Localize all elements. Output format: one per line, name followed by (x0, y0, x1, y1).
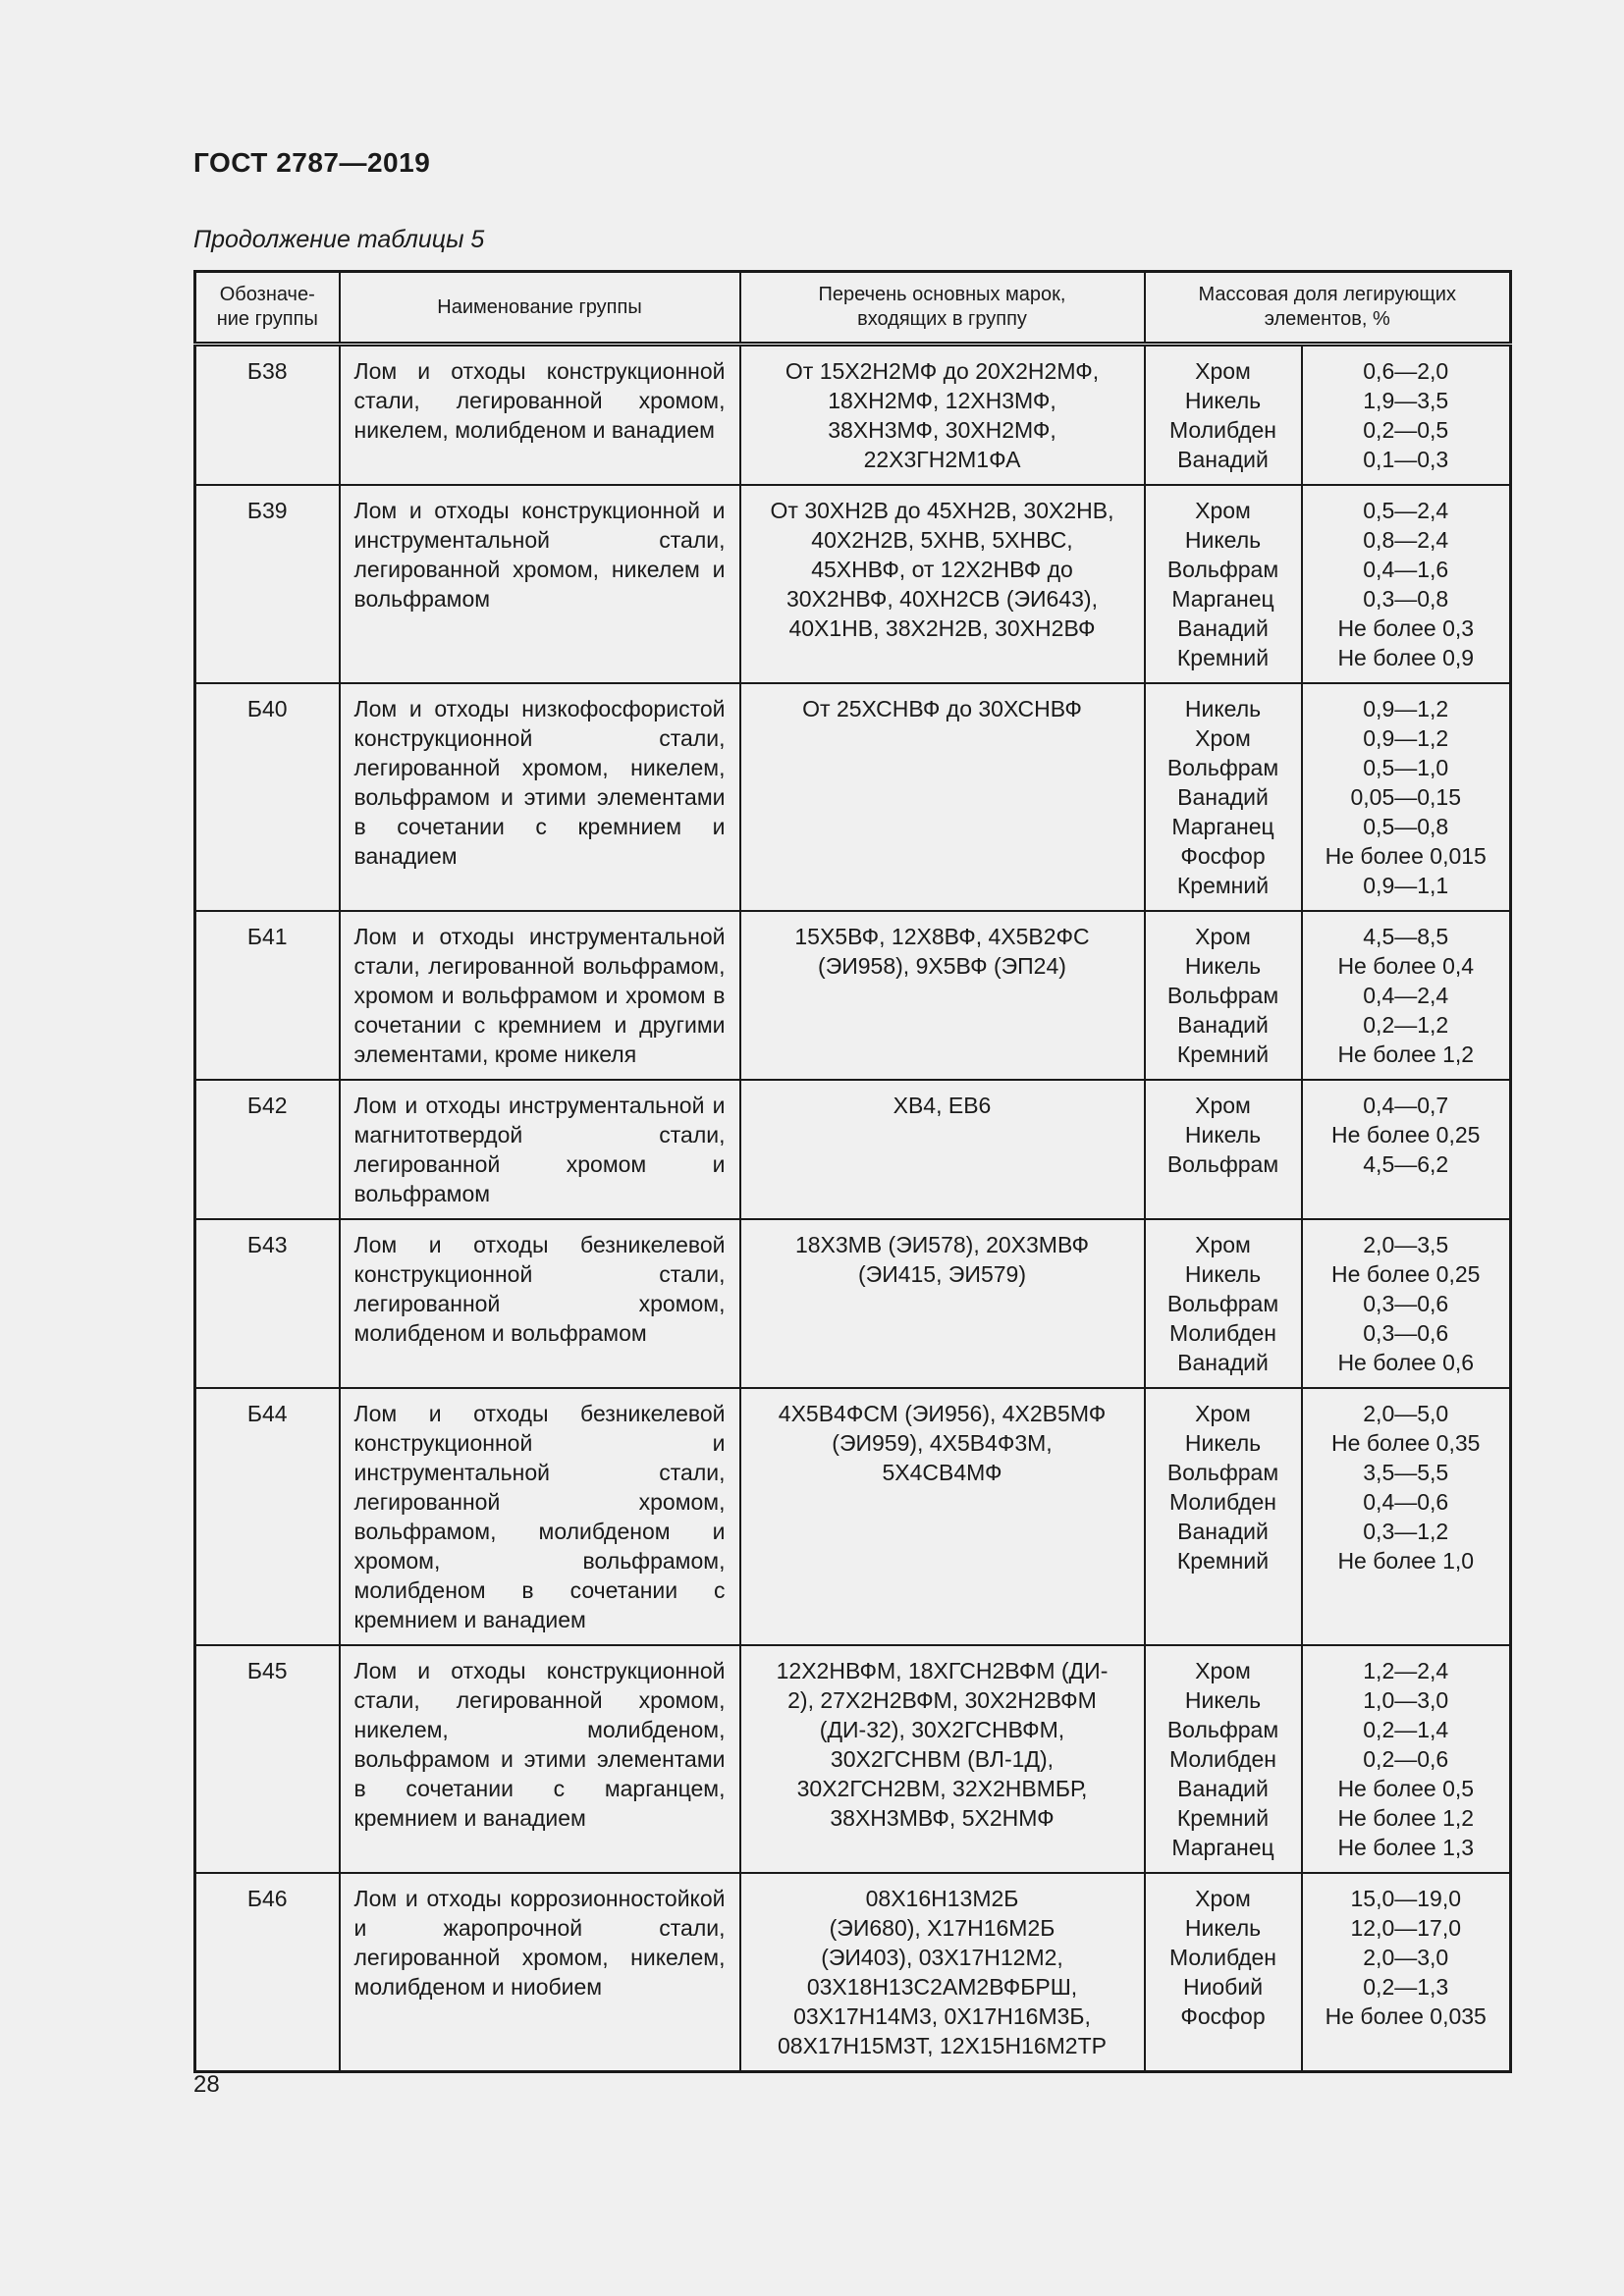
text-line: Ванадий (1177, 1519, 1269, 1544)
text-line: (ДИ-32), 30Х2ГСНВФМ, (819, 1717, 1065, 1742)
group-code-cell: Б44 (195, 1388, 340, 1645)
text-line: Кремний (1176, 1041, 1270, 1067)
text-line: 2), 27Х2Н2ВФМ, 30Х2Н2ВФМ (787, 1687, 1097, 1713)
alloy-groups-table (193, 270, 1512, 2073)
text-line: Ванадий (1177, 1350, 1269, 1375)
text-line: 2,0—5,0 (1363, 1401, 1449, 1426)
steel-grades-cell (740, 1388, 1145, 1645)
alloy-elements-cell (1145, 1388, 1302, 1645)
steel-grades-cell (740, 683, 1145, 911)
table-header-row (195, 272, 1511, 345)
group-name-cell: Лом и отходы инструментальной и магнитотвердой стали, легированной хромом и вольфрамом (340, 1080, 740, 1219)
text-line: 0,2—0,6 (1363, 1746, 1449, 1772)
mass-fraction-values-cell (1302, 683, 1511, 911)
text-line: Хром (1195, 498, 1251, 523)
text-line: Фосфор (1180, 2003, 1266, 2029)
text-line: 08Х17Н15М3Т, 12Х15Н16М2ТР (778, 2033, 1107, 2058)
text-line: Никель (1184, 527, 1262, 553)
text-line: Не более 0,3 (1337, 615, 1475, 641)
text-line: Не более 0,25 (1331, 1261, 1481, 1287)
text-line: Кремний (1176, 645, 1270, 670)
group-name-cell: Лом и отходы конструкционной и инструментальной стали, легированной хромом, никелем и вольфрамом (340, 485, 740, 683)
table-row (195, 345, 1511, 486)
text-line: Марганец (1171, 814, 1274, 839)
text-line: Вольфрам (1166, 755, 1279, 780)
text-line: Не более 1,2 (1337, 1805, 1475, 1831)
group-code-cell: Б40 (195, 683, 340, 911)
mass-fraction-values-cell (1302, 1645, 1511, 1873)
text-line: Никель (1184, 1915, 1262, 1941)
table-row (195, 1219, 1511, 1388)
mass-fraction-values-cell (1302, 1080, 1511, 1219)
group-name-cell: Лом и отходы коррозионностойкой и жаропрочной стали, легированной хромом, никелем, молибденом и ниобием (340, 1873, 740, 2072)
text-line: Не более 0,6 (1337, 1350, 1475, 1375)
text-line: Хром (1195, 924, 1251, 949)
text-line: 03Х17Н14М3, 0Х17Н16М3Б, (793, 2003, 1091, 2029)
text-line: входящих в группу (857, 308, 1027, 330)
text-line: Ниобий (1182, 1974, 1264, 2000)
text-line: От 25ХСНВФ до 30ХСНВФ (802, 696, 1082, 721)
text-line: Никель (1184, 1687, 1262, 1713)
table-row (195, 911, 1511, 1080)
group-code-cell: Б45 (195, 1645, 340, 1873)
text-line: 03Х18Н13С2АМ2ВФБРШ, (806, 1974, 1078, 2000)
text-line: 1,9—3,5 (1363, 388, 1449, 413)
text-line: 0,9—1,1 (1363, 873, 1449, 898)
text-line: 4,5—6,2 (1363, 1151, 1449, 1177)
text-line: 0,4—0,6 (1363, 1489, 1449, 1515)
text-line: Не более 0,4 (1337, 953, 1475, 979)
text-line: Молибден (1168, 1945, 1277, 1970)
alloy-elements-cell (1145, 1873, 1302, 2072)
text-line: Никель (1184, 953, 1262, 979)
text-line: От 15Х2Н2МФ до 20Х2Н2МФ, (785, 358, 1100, 384)
group-code-cell: Б38 (195, 345, 340, 486)
alloy-elements-cell (1145, 911, 1302, 1080)
group-name-cell: Лом и отходы безникелевой конструкционной и инструментальной стали, легированной хромом, вольфрамом, молибденом и хромом, вольфрамом, молибденом в сочетании с кремнием и ванадием (340, 1388, 740, 1645)
text-line: 0,2—1,2 (1363, 1012, 1449, 1038)
text-line: 0,9—1,2 (1363, 696, 1449, 721)
text-line: 30Х2ГСНВМ (ВЛ-1Д), (830, 1746, 1055, 1772)
text-line: Молибден (1168, 417, 1277, 443)
text-line: 1,0—3,0 (1363, 1687, 1449, 1713)
text-line: (ЭИ680), Х17Н16М2Б (829, 1915, 1056, 1941)
document-title: ГОСТ 2787—2019 (193, 147, 431, 178)
group-code-cell: Б46 (195, 1873, 340, 2072)
text-line: элементов, % (1264, 308, 1390, 330)
steel-grades-cell (740, 1873, 1145, 2072)
mass-fraction-values-cell (1302, 485, 1511, 683)
text-line: Не более 1,3 (1337, 1835, 1475, 1860)
text-line: 0,05—0,15 (1350, 784, 1462, 810)
table-row (195, 1080, 1511, 1219)
text-line: 0,5—2,4 (1363, 498, 1449, 523)
header-steel-grades (740, 272, 1145, 345)
text-line: Не более 0,9 (1337, 645, 1475, 670)
text-line: Никель (1184, 1122, 1262, 1148)
text-line: 0,3—0,6 (1363, 1320, 1449, 1346)
text-line: ние группы (216, 308, 318, 330)
text-line: ХВ4, ЕВ6 (893, 1093, 992, 1118)
text-line: 0,4—2,4 (1363, 983, 1449, 1008)
text-line: Молибден (1168, 1746, 1277, 1772)
text-line: Не более 1,2 (1337, 1041, 1475, 1067)
text-line: Кремний (1176, 1805, 1270, 1831)
table-row (195, 1645, 1511, 1873)
text-line: Наименование группы (437, 295, 642, 318)
text-line: 0,4—1,6 (1363, 557, 1449, 582)
header-mass-fraction (1145, 272, 1511, 345)
table-body (195, 345, 1511, 2072)
text-line: Массовая доля легирующих (1198, 284, 1456, 305)
group-code-cell: Б39 (195, 485, 340, 683)
group-code-cell: Б42 (195, 1080, 340, 1219)
text-line: (ЭИ403), 03Х17Н12М2, (821, 1945, 1063, 1970)
text-line: Ванадий (1177, 1776, 1269, 1801)
text-line: 0,9—1,2 (1363, 725, 1449, 751)
text-line: 40Х1НВ, 38Х2Н2В, 30ХН2ВФ (788, 615, 1096, 641)
text-line: Ванадий (1177, 615, 1269, 641)
steel-grades-cell (740, 485, 1145, 683)
text-line: 15,0—19,0 (1350, 1886, 1462, 1911)
alloy-elements-cell (1145, 485, 1302, 683)
text-line: Хром (1195, 1886, 1251, 1911)
alloy-elements-cell (1145, 1219, 1302, 1388)
mass-fraction-values-cell (1302, 1388, 1511, 1645)
text-line: 5Х4СВ4МФ (882, 1460, 1002, 1485)
text-line: Ванадий (1177, 1012, 1269, 1038)
text-line: Вольфрам (1166, 983, 1279, 1008)
text-line: 38ХН3МФ, 30ХН2МФ, (828, 417, 1056, 443)
text-line: Хром (1195, 1658, 1251, 1683)
text-line: 08Х16Н13М2Б (865, 1886, 1019, 1911)
table-row (195, 683, 1511, 911)
text-line: Никель (1184, 388, 1262, 413)
text-line: 22Х3ГН2М1ФА (863, 447, 1021, 472)
text-line: Молибден (1168, 1320, 1277, 1346)
text-line: 0,4—0,7 (1363, 1093, 1449, 1118)
text-line: 0,3—0,6 (1363, 1291, 1449, 1316)
table-row (195, 1873, 1511, 2072)
text-line: Не более 0,015 (1325, 843, 1487, 869)
alloy-elements-cell (1145, 1645, 1302, 1873)
group-name-cell: Лом и отходы низкофосфористой конструкционной стали, легированной хромом, никелем, вольфрамом и этими элементами в сочетании с кремнием и ванадием (340, 683, 740, 911)
text-line: Хром (1195, 725, 1251, 751)
text-line: Ванадий (1177, 447, 1269, 472)
steel-grades-cell (740, 911, 1145, 1080)
text-line: Обозначе- (219, 284, 315, 305)
table-caption: Продолжение таблицы 5 (193, 226, 485, 253)
steel-grades-cell (740, 345, 1145, 486)
text-line: 30Х2НВФ, 40ХН2СВ (ЭИ643), (786, 586, 1098, 612)
mass-fraction-values-cell (1302, 911, 1511, 1080)
text-line: Вольфрам (1166, 1460, 1279, 1485)
text-line: 1,2—2,4 (1363, 1658, 1449, 1683)
group-name-cell: Лом и отходы инструментальной стали, легированной вольфрамом, хромом и вольфрамом и хромом в сочетании с кремнием и другими элементами, кроме никеля (340, 911, 740, 1080)
text-line: Вольфрам (1166, 1151, 1279, 1177)
text-line: Не более 0,35 (1331, 1430, 1481, 1456)
text-line: 0,8—2,4 (1363, 527, 1449, 553)
text-line: Вольфрам (1166, 557, 1279, 582)
table-row (195, 1388, 1511, 1645)
text-line: 0,5—1,0 (1363, 755, 1449, 780)
text-line: Не более 0,035 (1325, 2003, 1487, 2029)
text-line: Хром (1195, 1093, 1251, 1118)
text-line: 0,2—1,3 (1363, 1974, 1449, 2000)
mass-fraction-values-cell (1302, 1873, 1511, 2072)
alloy-elements-cell (1145, 345, 1302, 486)
text-line: 12Х2НВФМ, 18ХГСН2ВФМ (ДИ- (776, 1658, 1109, 1683)
text-line: 40Х2Н2В, 5ХНВ, 5ХНВС, (811, 527, 1073, 553)
text-line: Не более 0,5 (1337, 1776, 1475, 1801)
steel-grades-cell (740, 1080, 1145, 1219)
text-line: 15Х5ВФ, 12Х8ВФ, 4Х5В2ФС (794, 924, 1090, 949)
text-line: Не более 1,0 (1337, 1548, 1475, 1574)
text-line: 18ХН2МФ, 12ХН3МФ, (828, 388, 1056, 413)
text-line: Перечень основных марок, (818, 284, 1066, 305)
text-line: Никель (1184, 1430, 1262, 1456)
text-line: 0,3—0,8 (1363, 586, 1449, 612)
group-name-cell: Лом и отходы безникелевой конструкционной стали, легированной хромом, молибденом и вольфрамом (340, 1219, 740, 1388)
text-line: Молибден (1168, 1489, 1277, 1515)
text-line: Не более 0,25 (1331, 1122, 1481, 1148)
text-line: Фосфор (1180, 843, 1266, 869)
table-row (195, 485, 1511, 683)
text-line: 0,2—1,4 (1363, 1717, 1449, 1742)
header-group-name (340, 272, 740, 345)
steel-grades-cell (740, 1219, 1145, 1388)
text-line: (ЭИ958), 9Х5ВФ (ЭП24) (818, 953, 1066, 979)
page-number: 28 (193, 2071, 220, 2098)
text-line: Хром (1195, 358, 1251, 384)
text-line: Хром (1195, 1232, 1251, 1257)
text-line: 38ХН3МВФ, 5Х2НМФ (830, 1805, 1055, 1831)
steel-grades-cell (740, 1645, 1145, 1873)
group-code-cell: Б43 (195, 1219, 340, 1388)
text-line: 0,5—0,8 (1363, 814, 1449, 839)
text-line: 0,1—0,3 (1363, 447, 1449, 472)
text-line: Ванадий (1177, 784, 1269, 810)
text-line: 0,2—0,5 (1363, 417, 1449, 443)
text-line: От 30ХН2В до 45ХН2В, 30Х2НВ, (770, 498, 1114, 523)
text-line: (ЭИ959), 4Х5В4Ф3М, (832, 1430, 1053, 1456)
group-name-cell: Лом и отходы конструкционной стали, легированной хромом, никелем, молибденом, вольфрамом и этими элементами в сочетании с марганцем, кремнием и ванадием (340, 1645, 740, 1873)
text-line: 2,0—3,5 (1363, 1232, 1449, 1257)
text-line: 0,6—2,0 (1363, 358, 1449, 384)
text-line: Вольфрам (1166, 1717, 1279, 1742)
text-line: Кремний (1176, 873, 1270, 898)
text-line: Никель (1184, 1261, 1262, 1287)
text-line: Кремний (1176, 1548, 1270, 1574)
text-line: Марганец (1171, 1835, 1274, 1860)
text-line: 3,5—5,5 (1363, 1460, 1449, 1485)
text-line: Вольфрам (1166, 1291, 1279, 1316)
header-group-code (195, 272, 340, 345)
text-line: Никель (1184, 696, 1262, 721)
mass-fraction-values-cell (1302, 345, 1511, 486)
alloy-elements-cell (1145, 1080, 1302, 1219)
text-line: 18Х3МВ (ЭИ578), 20Х3МВФ (794, 1232, 1090, 1257)
alloy-elements-cell (1145, 683, 1302, 911)
group-code-cell: Б41 (195, 911, 340, 1080)
group-name-cell: Лом и отходы конструкционной стали, легированной хромом, никелем, молибденом и ванадием (340, 345, 740, 486)
mass-fraction-values-cell (1302, 1219, 1511, 1388)
text-line: 2,0—3,0 (1363, 1945, 1449, 1970)
text-line: 4,5—8,5 (1363, 924, 1449, 949)
text-line: Марганец (1171, 586, 1274, 612)
text-line: 45ХНВФ, от 12Х2НВФ до (811, 557, 1073, 582)
text-line: Хром (1195, 1401, 1251, 1426)
text-line: 4Х5В4ФСМ (ЭИ956), 4Х2В5МФ (778, 1401, 1107, 1426)
text-line: (ЭИ415, ЭИ579) (858, 1261, 1026, 1287)
text-line: 12,0—17,0 (1350, 1915, 1462, 1941)
text-line: 0,3—1,2 (1363, 1519, 1449, 1544)
text-line: 30Х2ГСН2ВМ, 32Х2НВМБР, (796, 1776, 1088, 1801)
